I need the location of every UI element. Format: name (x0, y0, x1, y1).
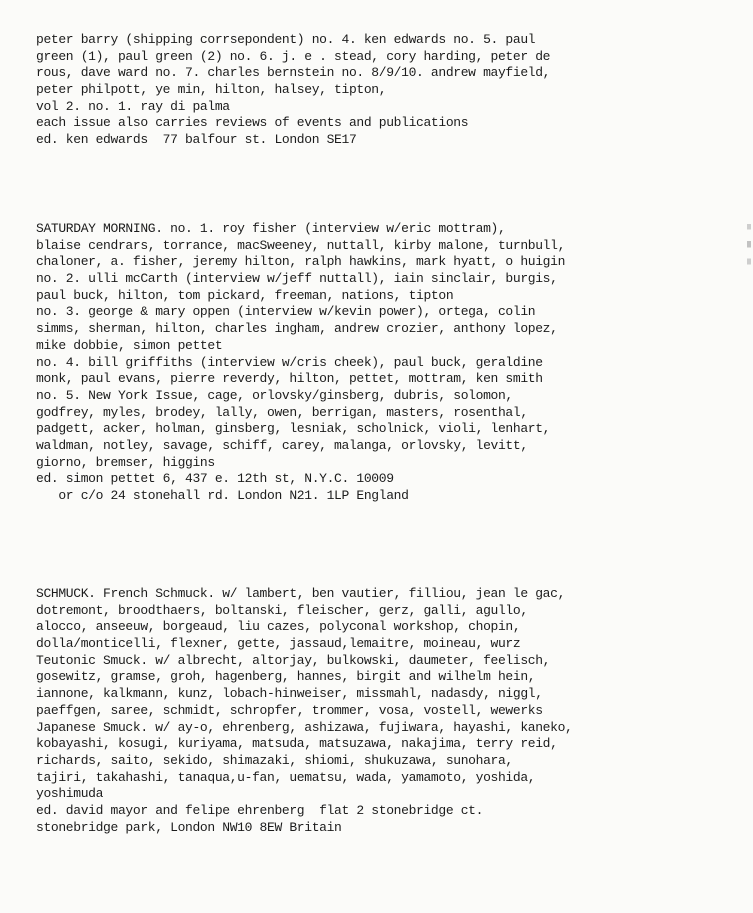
text-line: godfrey, myles, brodey, lally, owen, berrigan, masters, rosenthal, (36, 404, 528, 420)
text-line: blaise cendrars, torrance, macSweeney, nuttall, kirby malone, turnbull, (36, 237, 566, 253)
text-line: SATURDAY MORNING. no. 1. roy fisher (interview w/eric mottram), (36, 221, 506, 236)
listing-block-schmuck (36, 586, 573, 836)
text-line: ed. david mayor and felipe ehrenberg flat 2 stonebridge ct. (36, 802, 484, 818)
text-line: simms, sherman, hilton, charles ingham, andrew crozier, anthony lopez, (36, 321, 558, 337)
text-line: peter philpott, ye min, hilton, halsey, tipton, (36, 82, 387, 98)
text-line: SCHMUCK. French Schmuck. w/ lambert, ben vautier, filliou, jean le gac, (36, 586, 566, 601)
text-line: yoshimuda (36, 786, 104, 802)
text-line: no. 4. bill griffiths (interview w/cris cheek), paul buck, geraldine (36, 354, 543, 370)
text-line: mike dobbie, simon pettet (36, 337, 223, 353)
text-line: peter barry (shipping corrsepondent) no. 4. ken edwards no. 5. paul (36, 32, 536, 47)
text-line: monk, paul evans, pierre reverdy, hilton, pettet, mottram, ken smith (36, 371, 543, 387)
text-line: waldman, notley, savage, schiff, carey, malanga, orlovsky, levitt, (36, 437, 528, 453)
text-line: iannone, kalkmann, kunz, lobach-hinweiser, missmahl, nadasdy, niggl, (36, 686, 543, 702)
text-line: giorno, bremser, higgins (36, 454, 215, 470)
text-line: no. 2. ulli mcCarth (interview w/jeff nuttall), iain sinclair, burgis, (36, 271, 558, 287)
text-line: padgett, acker, holman, ginsberg, lesniak, scholnick, violi, lenhart, (36, 421, 551, 437)
listing-block-saturday-morning (36, 221, 565, 505)
text-line: dotremont, broodthaers, boltanski, fleischer, gerz, galli, agullo, (36, 602, 528, 618)
text-line: kobayashi, kosugi, kuriyama, matsuda, matsuzawa, nakajima, terry reid, (36, 736, 558, 752)
text-line: no. 5. New York Issue, cage, orlovsky/ginsberg, dubris, solomon, (36, 387, 513, 403)
text-line: ed. ken edwards 77 balfour st. London SE17 (36, 132, 357, 148)
text-line: vol 2. no. 1. ray di palma (36, 98, 230, 114)
text-line: green (1), paul green (2) no. 6. j. e . stead, cory harding, peter de (36, 48, 551, 64)
text-line: richards, saito, sekido, shimazaki, shiomi, shukuzawa, sunohara, (36, 752, 513, 768)
text-line: paul buck, hilton, tom pickard, freeman, nations, tipton (36, 287, 454, 303)
page-edge-mark (747, 224, 751, 280)
text-line: gosewitz, gramse, groh, hagenberg, hannes, birgit and wilhelm hein, (36, 669, 536, 685)
text-line: Japanese Smuck. w/ ay-o, ehrenberg, ashizawa, fujiwara, hayashi, kaneko, (36, 719, 573, 735)
text-line: paeffgen, saree, schmidt, schropfer, trommer, vosa, vostell, wewerks (36, 702, 543, 718)
text-line: chaloner, a. fisher, jeremy hilton, ralph hawkins, mark hyatt, o huigin (36, 254, 566, 270)
text-line: rous, dave ward no. 7. charles bernstein no. 8/9/10. andrew mayfield, (36, 65, 551, 81)
text-line: ed. simon pettet 6, 437 e. 12th st, N.Y.C. 10009 (36, 471, 394, 487)
text-line: alocco, anseeuw, borgeaud, liu cazes, polyconal workshop, chopin, (36, 619, 521, 635)
text-line: tajiri, takahashi, tanaqua,u-fan, uematsu, wada, yamamoto, yoshida, (36, 769, 536, 785)
listing-block-magazine (36, 32, 550, 149)
text-line: stonebridge park, London NW10 8EW Britain (36, 819, 342, 835)
text-line: dolla/monticelli, flexner, gette, jassaud,lemaitre, moineau, wurz (36, 636, 521, 652)
text-line: each issue also carries reviews of events and publications (36, 115, 469, 131)
text-line: Teutonic Smuck. w/ albrecht, altorjay, bulkowski, daumeter, feelisch, (36, 652, 551, 668)
text-line: no. 3. george & mary oppen (interview w/kevin power), ortega, colin (36, 304, 536, 320)
text-line: or c/o 24 stonehall rd. London N21. 1LP England (36, 488, 409, 503)
